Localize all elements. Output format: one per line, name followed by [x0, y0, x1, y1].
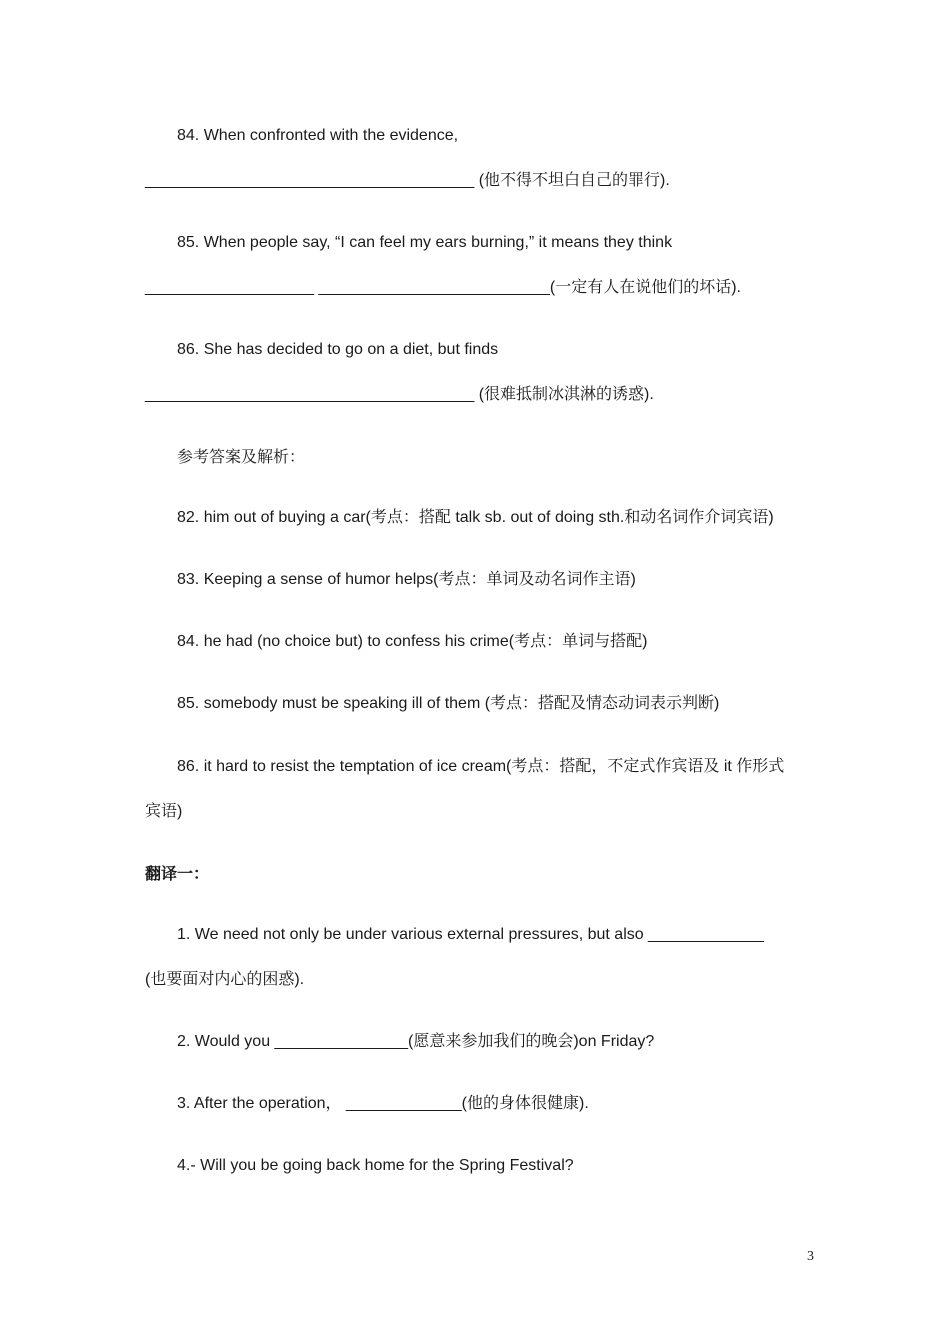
- translation-item-2: 2. Would you _______________(愿意来参加我们的晚会)on Friday?: [177, 1033, 655, 1050]
- question-84-prompt: 84. When confronted with the evidence,: [177, 127, 459, 144]
- answer-86-continued: 宾语): [145, 803, 183, 820]
- translation-item-1: 1. We need not only be under various external pressures, but also _____________: [177, 926, 764, 943]
- answer-83: 83. Keeping a sense of humor helps(考点：单词及动名词作主语): [177, 571, 636, 588]
- question-84-answer-line: _____________________________________ (他不得不坦白自己的罪行).: [145, 172, 670, 189]
- translation-item-4: 4.- Will you be going back home for the Spring Festival?: [177, 1157, 574, 1174]
- question-86-answer-line: _____________________________________ (很难抵制冰淇淋的诱惑).: [145, 386, 654, 403]
- translation-heading: 翻译一：: [145, 866, 210, 883]
- answer-84: 84. he had (no choice but) to confess his crime(考点：单词与搭配): [177, 633, 648, 650]
- question-86-prompt: 86. She has decided to go on a diet, but finds: [177, 341, 499, 358]
- answer-85: 85. somebody must be speaking ill of them (考点：搭配及情态动词表示判断): [177, 695, 720, 712]
- question-85-answer-line: ___________________ __________________________(一定有人在说他们的坏话).: [145, 279, 741, 296]
- question-85-prompt: 85. When people say, “I can feel my ears burning,” it means they think: [177, 234, 673, 251]
- answers-heading: 参考答案及解析：: [177, 449, 306, 466]
- answer-82: 82. him out of buying a car(考点：搭配 talk sb. out of doing sth.和动名词作介词宾语): [177, 509, 774, 526]
- answer-86: 86. it hard to resist the temptation of ice cream(考点：搭配，不定式作宾语及 it 作形式: [177, 758, 785, 775]
- translation-item-1-continued: (也要面对内心的困惑).: [145, 971, 305, 988]
- page-number: 3: [807, 1249, 814, 1264]
- translation-item-3: 3. After the operation， _____________(他的身体很健康).: [177, 1095, 589, 1112]
